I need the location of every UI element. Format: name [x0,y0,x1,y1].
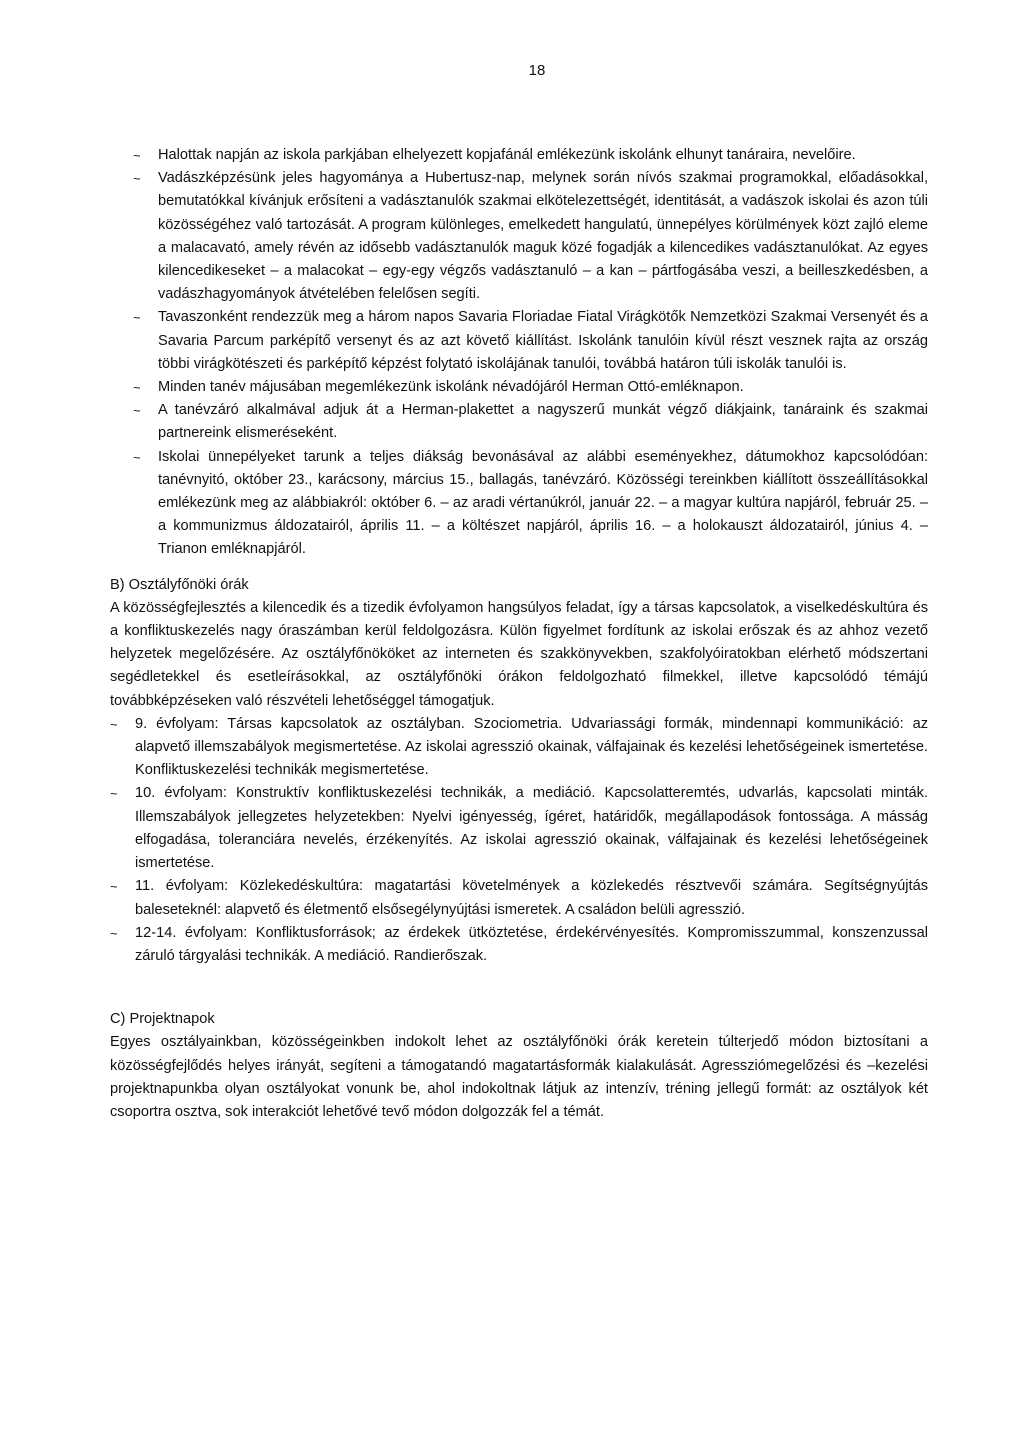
list-item-text: 12-14. évfolyam: Konfliktusforrások; az érdekek ütköztetése, érdekérvényesítés. Kompromisszummal, konszenzussal záruló tárgyalási technikák. A mediáció. Randierőszak. [135,924,928,964]
list-item [110,167,928,306]
document-body [110,144,928,1124]
tilde-bullet-icon: ~ [133,310,141,326]
section-c-heading: C) Projektnapok [110,1011,215,1028]
tilde-bullet-icon: ~ [110,786,118,802]
tilde-bullet-icon: ~ [133,380,141,396]
list-item [110,922,928,968]
list-item-text: A tanévzáró alkalmával adjuk át a Herman-plakettet a nagyszerű munkát végző diákjaink, tanáraink és szakmai partnereink elismeréseként. [158,402,928,442]
events-list [110,144,928,562]
list-item [110,376,928,399]
section-b-heading: B) Osztályfőnöki órák [110,576,249,593]
list-item-text: 9. évfolyam: Társas kapcsolatok az osztályban. Szociometria. Udvariassági formák, mindennapi kommunikáció: az alapvető illemszabályok megismertetése. Az iskolai agresszió okainak, válfajainak és kezelési lehetőségeinek ismertetése. Konfliktuskezelési technikák megismertetése. [135,715,928,779]
list-item [110,144,928,167]
list-item-text: Vadászképzésünk jeles hagyománya a Hubertusz-nap, melynek során nívós szakmai programokkal, előadásokkal, bemutatókkal kívánjuk erősíteni a vadásztanulók szakmai elkötelezettségét, identitását, a vadászok iskolai és azon túli közösségéhez való tartozását. A program különleges, emelkedett hangulatú, ünnepélyes körülmények közt zajló eleme a malacavató, amely révén az idősebb vadásztanulók maguk közé fogadják a kilencedikes vadásztanulókat. Az egyes kilencedikeseket – a malacokat – egy-egy végzős vadásztanuló – a kan – pártfogásába veszi, a beilleszkedésben, a vadászhagyományok átvételében felelősen segíti. [158,170,928,303]
section-b-paragraph: A közösségfejlesztés a kilencedik és a tizedik évfolyamon hangsúlyos feladat, így a társas kapcsolatok, a viselkedéskultúra és a konfliktuskezelés nagy óraszámban kerül feldolgozásra. Külön figyelmet fordítunk az iskolai erőszak és az ahhoz vezető helyzetek megelőzésére. Az osztályfőnököket az interneten és szakkönyvekben, szakfolyóiratokban elérhető módszertani segédletekkel és esetleírásokkal, az osztályfőnöki órákon feldolgozható filmekkel, illetve kapcsolódó témájú továbbképzéseken való részvételi lehetőséggel támogatjuk. [110,599,928,709]
list-item [110,782,928,875]
list-item-text: Halottak napján az iskola parkjában elhelyezett kopjafánál emlékezünk iskolánk elhunyt tanáraira, nevelőire. [158,147,856,163]
tilde-bullet-icon: ~ [133,171,141,187]
tilde-bullet-icon: ~ [110,879,118,895]
list-item-text: 10. évfolyam: Konstruktív konfliktuskezelési technikák, a mediáció. Kapcsolatteremtés, udvarlás, kapcsolati minták. Illemszabályok jellegzetes helyzetekben: Nyelvi igényesség, ígéret, határidők, megállapodások fontossága. A másság elfogadása, toleranciára nevelés, érzékenyítés. Az iskolai agresszió okainak, válfajainak és kezelési lehetőségeinek ismertetése. [135,785,928,872]
tilde-bullet-icon: ~ [110,716,118,732]
section-c-paragraph: Egyes osztályainkban, közösségeinkben indokolt lehet az osztályfőnöki órák keretein túlterjedő módon biztosítani a közösségfejlődés helyes irányát, segíteni a támogatandó magatartásformák kialakulását. Agressziómegelőzési és –kezelési projektnapunkba olyan osztályokat vonunk be, ahol indokoltnak látjuk az intenzív, tréning jellegű formát: az osztályok két csoportra osztva, sok interakciót lehetővé tevő módon dolgozzák fel a témát. [110,1034,928,1120]
tilde-bullet-icon: ~ [133,403,141,419]
grade-topics-list [110,713,928,968]
page-number: 18 [528,62,546,79]
list-item [110,875,928,921]
list-item-text: Iskolai ünnepélyeket tarunk a teljes diákság bevonásával az alábbi eseményekhez, dátumokhoz kapcsolódóan: tanévnyitó, október 23., karácsony, március 15., ballagás, tanévzáró. Közösségi tereinkben kiállított összeállításokkal emlékezünk meg az alábbiakról: október 6. – az aradi vértanúkról, január 22. – a magyar kultúra napjáról, február 25. – a kommunizmus áldozatairól, április 11. – a költészet napjáról, április 16. – a holokauszt áldozatairól, június 4. – Trianon emléknapjáról. [158,448,928,558]
tilde-bullet-icon: ~ [133,148,141,163]
list-item [110,399,928,445]
list-item-text: Tavaszonként rendezzük meg a három napos Savaria Floriadae Fiatal Virágkötők Nemzetközi Szakmai Versenyét és a Savaria Parcum parképítő versenyt és az azt követő kiállítást. Iskolánk tanulóin kívül részt vesznek rajta az ország többi virágkötészeti és parképítő képzést folytató iskolájának tanulói, továbbá határon túli iskolák tanulói is. [158,309,928,372]
list-item [110,713,928,783]
list-item [110,446,928,562]
list-item [110,306,928,376]
list-item-text: 11. évfolyam: Közlekedéskultúra: magatartási követelmények a közlekedés résztvevői számára. Segítségnyújtás baleseteknél: alapvető és életmentő elsősegélynyújtási ismeretek. A családon belüli agresszió. [135,878,928,918]
tilde-bullet-icon: ~ [110,925,118,941]
list-item-text: Minden tanév májusában megemlékezünk iskolánk névadójáról Herman Ottó-emléknapon. [158,379,744,396]
tilde-bullet-icon: ~ [133,449,141,465]
